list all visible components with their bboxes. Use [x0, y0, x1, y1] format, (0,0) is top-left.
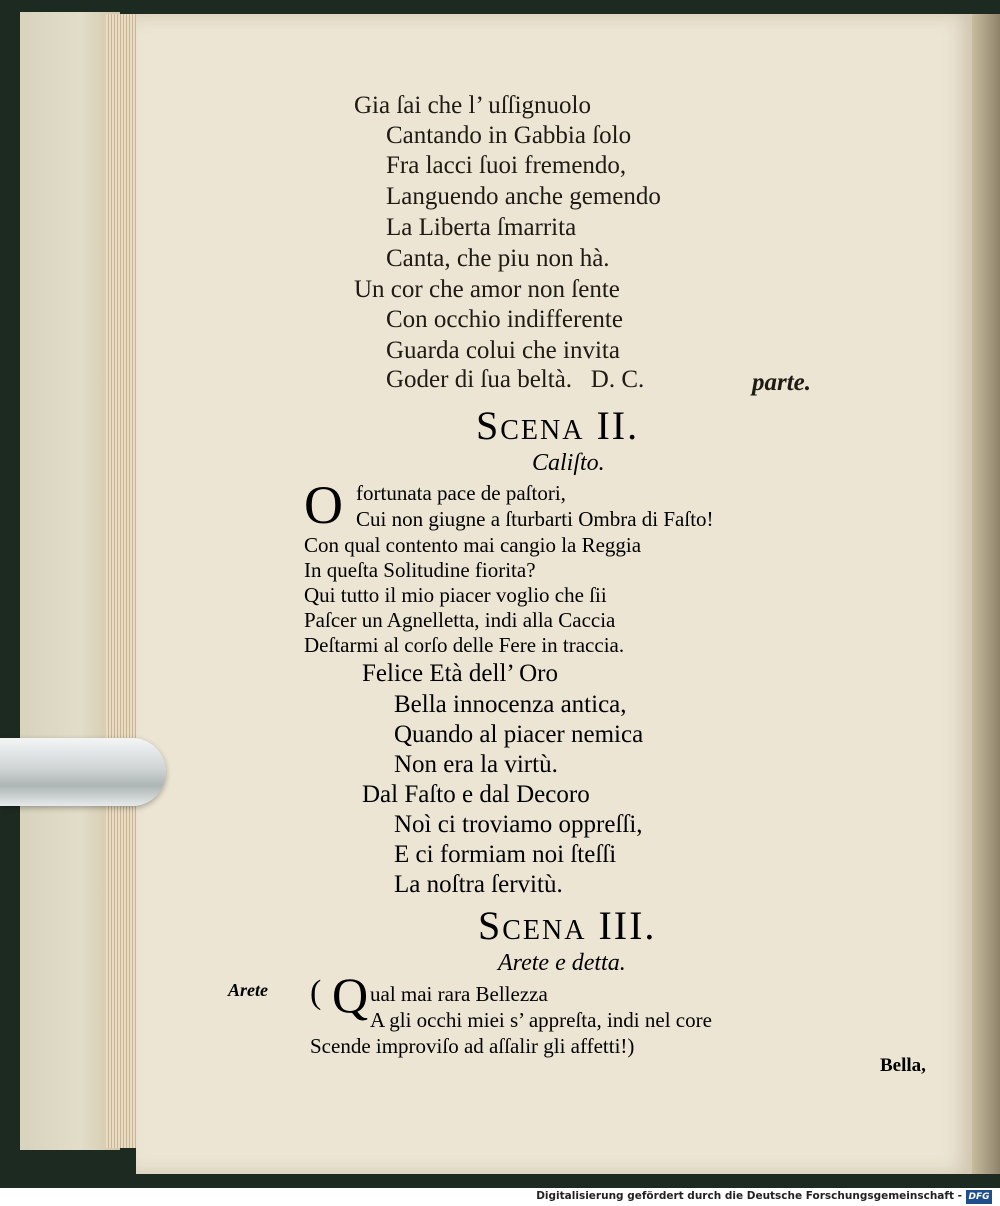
verse-line: Paſcer un Agnelletta, indi alla Caccia [304, 608, 616, 632]
speaker-name: Arete [228, 980, 268, 1000]
verse-line: ual mai rara Bellezza [370, 982, 548, 1006]
page-clip [0, 738, 166, 806]
aria-line: La noſtra ſervitù. [394, 871, 563, 898]
aria-line: Fra lacci ſuoi fremendo, [386, 152, 627, 179]
aria-line: Dal Faſto e dal Decoro [362, 781, 590, 808]
verse-line: Cui non giugne a ſturbarti Ombra di Faſto! [356, 507, 714, 531]
page-edges [106, 14, 138, 1148]
verse-line: Deſtarmi al corſo delle Fere in traccia. [304, 633, 625, 657]
aria-line: La Liberta ſmarrita [386, 214, 577, 241]
verse-line: Scende improviſo ad aſſalir gli affetti!) [310, 1034, 635, 1058]
catchword: Bella, [880, 1055, 926, 1076]
aria-line: Felice Età dell’ Oro [362, 660, 558, 687]
stage-direction: parte. [752, 369, 812, 396]
scene-character: Caliſto. [532, 450, 605, 476]
aria-line: E ci formiam noi ſteſſi [394, 841, 617, 868]
aria-line: Noì ci troviamo oppreſſi, [394, 811, 643, 838]
book-page-stack [20, 12, 120, 1150]
show-through [240, 90, 261, 144]
aria-line: Cantando in Gabbia ſolo [386, 122, 632, 149]
aria-line: Con occhio indifferente [386, 306, 623, 333]
verse-line: A gli occhi miei s’ appreſta, indi nel core [370, 1008, 712, 1032]
aria-line: Gia ſai che l’ uſſignuolo [354, 92, 591, 119]
footer-credit: Digitalisierung gefördert durch die Deutsche Forschungsgemeinschaft - [536, 1190, 962, 1202]
scene-characters: Arete e detta. [498, 950, 626, 976]
drop-cap: Q [332, 967, 369, 1023]
drop-cap: O [304, 475, 343, 535]
page-right-edge [972, 14, 1000, 1174]
scene-heading: Scena III. [478, 903, 657, 948]
aria-line: Bella innocenza antica, [394, 691, 627, 718]
dfg-logo-icon: DFG [966, 1190, 992, 1204]
scene-heading: Scena II. [476, 403, 640, 448]
aria-line: Languendo anche gemendo [386, 183, 661, 210]
verse-line: In queſta Solitudine fiorita? [304, 558, 536, 582]
aria-line: Canta, che piu non hà. [386, 245, 610, 272]
aria-line: Un cor che amor non ſente [354, 276, 620, 303]
verse-line: Qui tutto il mio piacer voglio che ſii [304, 583, 607, 607]
verse-line: fortunata pace de paſtori, [356, 481, 566, 505]
aria-line: Goder di ſua beltà. D. C. [386, 366, 645, 393]
aria-line: Quando al piacer nemica [394, 721, 644, 748]
aria-line: Guarda colui che invita [386, 337, 620, 364]
verse-line: Con qual contento mai cangio la Reggia [304, 533, 642, 557]
aria-line: Non era la virtù. [394, 751, 558, 778]
open-paren: ( [310, 974, 322, 1011]
